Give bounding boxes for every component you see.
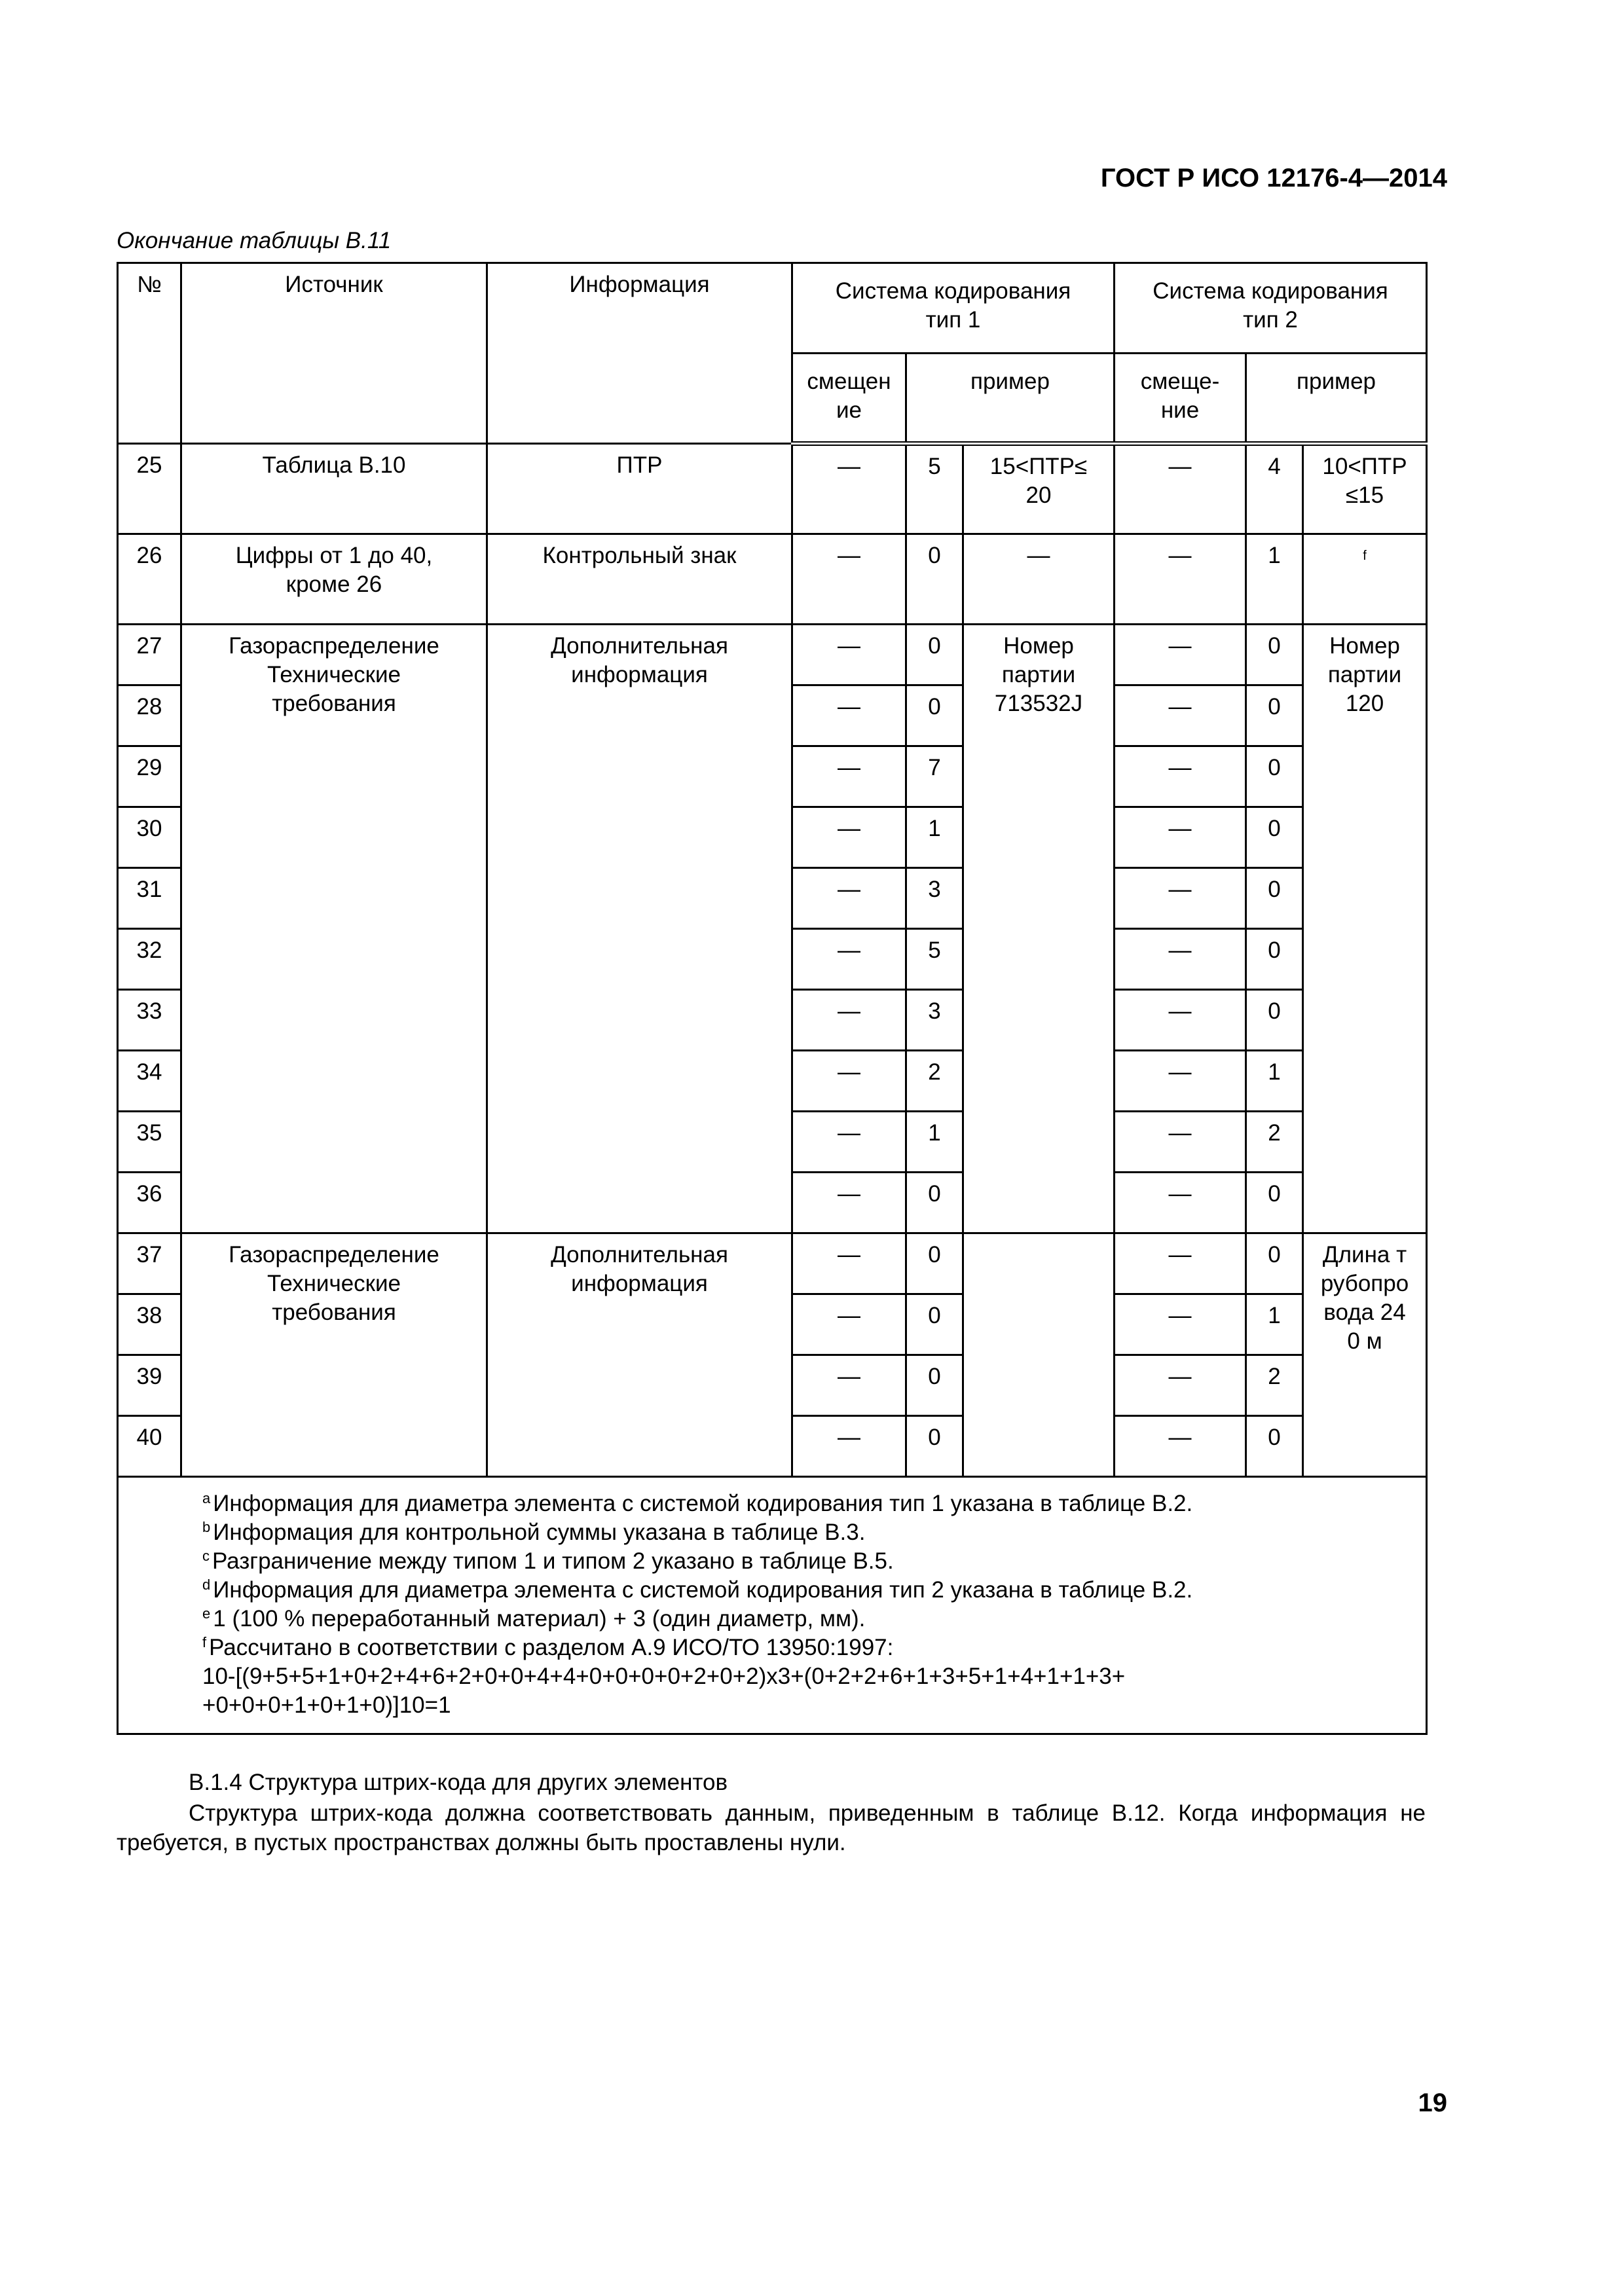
cell-value1: 3: [906, 868, 963, 929]
cell-value1: 0: [906, 534, 963, 625]
cell-info: Контрольный знак: [487, 534, 792, 625]
footnote-text: Информация для диаметра элемента с системой кодирования тип 1 указана в таблице В.2.: [213, 1491, 1193, 1516]
cell-no: 34: [118, 1051, 181, 1112]
cell-shift2: —: [1115, 929, 1246, 990]
cell-shift2: —: [1115, 1233, 1246, 1294]
cell-info: Дополнительная информация: [487, 625, 792, 1233]
header-shift1: смещение: [792, 354, 906, 444]
cell-no: 28: [118, 685, 181, 746]
notes-row: [118, 1477, 1427, 1734]
cell-value2: 0: [1246, 1173, 1303, 1233]
header-system1: Система кодирования тип 1: [792, 263, 1115, 354]
cell-shift1: —: [792, 1233, 906, 1294]
cell-no: 25: [118, 444, 181, 534]
cell-shift2: —: [1115, 1112, 1246, 1173]
cell-example1-empty: [963, 1233, 1115, 1477]
cell-value1: 0: [906, 1173, 963, 1233]
formula-line: +0+0+0+1+0+1+0)]10=1: [202, 1692, 451, 1718]
header-shift2: смеще-ние: [1115, 354, 1246, 444]
section-paragraph: Структура штрих-кода должна соответствовать данным, приведенным в таблице В.12. Когда информация не требуется, в пустых пространствах должны быть проставлены нули.: [117, 1800, 1426, 1855]
cell-value1: 5: [906, 444, 963, 534]
footnote-mark: f: [202, 1634, 207, 1650]
cell-info: ПТР: [487, 444, 792, 534]
cell-shift2: —: [1115, 807, 1246, 868]
footnote-mark: c: [202, 1548, 210, 1564]
cell-example2: [1303, 534, 1427, 625]
table-notes: [118, 1477, 1427, 1734]
cell-source: Газораспределение Технические требования: [181, 1233, 487, 1477]
cell-shift2: —: [1115, 625, 1246, 685]
cell-value2: 0: [1246, 1416, 1303, 1477]
footnote-mark: e: [202, 1605, 211, 1622]
cell-shift1: —: [792, 1294, 906, 1355]
cell-value1: 0: [906, 625, 963, 685]
cell-source: Газораспределение Технические требования: [181, 625, 487, 1233]
cell-no: 32: [118, 929, 181, 990]
cell-no: 39: [118, 1355, 181, 1416]
footnote-mark: a: [202, 1490, 211, 1506]
header-source: Источник: [181, 263, 487, 444]
table-row: [118, 625, 1427, 685]
cell-shift1: —: [792, 807, 906, 868]
footnote-text: Информация для контрольной суммы указана в таблице В.3.: [213, 1520, 866, 1545]
cell-shift2: —: [1115, 990, 1246, 1051]
cell-value2: 1: [1246, 1051, 1303, 1112]
cell-source: Цифры от 1 до 40, кроме 26: [181, 534, 487, 625]
cell-shift2: —: [1115, 746, 1246, 807]
cell-shift2: —: [1115, 1173, 1246, 1233]
cell-shift2: —: [1115, 1416, 1246, 1477]
header-no: №: [118, 263, 181, 444]
cell-shift1: —: [792, 868, 906, 929]
cell-value2: 0: [1246, 1233, 1303, 1294]
cell-value2: 0: [1246, 929, 1303, 990]
standard-header: ГОСТ Р ИСО 12176-4—2014: [1100, 164, 1447, 192]
cell-value2: 2: [1246, 1112, 1303, 1173]
cell-no: 37: [118, 1233, 181, 1294]
cell-example1: Номер партии 713532J: [963, 625, 1115, 1233]
header-example1: пример: [906, 354, 1115, 444]
footnote-ref: f: [1363, 549, 1367, 563]
section-heading: В.1.4 Структура штрих-кода для других элементов: [189, 1770, 728, 1795]
cell-value2: 0: [1246, 990, 1303, 1051]
cell-no: 30: [118, 807, 181, 868]
table-row: [118, 1233, 1427, 1294]
formula-line: 10-[(9+5+5+1+0+2+4+6+2+0+0+4+4+0+0+0+0+2+0+2)x3+(0+2+2+6+1+3+5+1+4+1+1+3+: [202, 1664, 1126, 1689]
table-row: [118, 534, 1427, 625]
cell-shift2: —: [1115, 685, 1246, 746]
cell-example2: Длина трубопровода 240 м: [1303, 1233, 1427, 1477]
cell-value2: 4: [1246, 444, 1303, 534]
cell-value1: 7: [906, 746, 963, 807]
footnote: [202, 1576, 1426, 1605]
footnote: [202, 1518, 1426, 1547]
footnote: [202, 1633, 1426, 1662]
cell-shift1: —: [792, 534, 906, 625]
header-row-1: [118, 263, 1427, 354]
cell-no: 31: [118, 868, 181, 929]
cell-shift1: —: [792, 990, 906, 1051]
cell-shift1: —: [792, 1416, 906, 1477]
footnote-text: Разграничение между типом 1 и типом 2 указано в таблице В.5.: [212, 1548, 894, 1574]
header-info: Информация: [487, 263, 792, 444]
footnote-mark: d: [202, 1576, 211, 1593]
cell-value2: 0: [1246, 807, 1303, 868]
cell-value2: 0: [1246, 625, 1303, 685]
cell-shift1: —: [792, 1173, 906, 1233]
cell-example1: —: [963, 534, 1115, 625]
footnote-text: Информация для диаметра элемента с системой кодирования тип 2 указана в таблице В.2.: [213, 1577, 1193, 1603]
cell-value1: 5: [906, 929, 963, 990]
footnote: [202, 1547, 1426, 1576]
cell-value1: 0: [906, 1416, 963, 1477]
cell-value2: 0: [1246, 746, 1303, 807]
cell-shift1: —: [792, 929, 906, 990]
cell-shift1: —: [792, 685, 906, 746]
table-row: [118, 444, 1427, 534]
header-system2: Система кодирования тип 2: [1115, 263, 1427, 354]
cell-shift2: —: [1115, 868, 1246, 929]
cell-value2: 1: [1246, 534, 1303, 625]
footnote-text: 1 (100 % переработанный материал) + 3 (один диаметр, мм).: [213, 1606, 866, 1631]
cell-shift2: —: [1115, 534, 1246, 625]
data-table: [117, 262, 1428, 1735]
cell-value1: 2: [906, 1051, 963, 1112]
cell-shift1: —: [792, 1355, 906, 1416]
cell-shift1: —: [792, 444, 906, 534]
cell-no: 40: [118, 1416, 181, 1477]
footnote-mark: b: [202, 1519, 211, 1535]
cell-shift1: —: [792, 746, 906, 807]
cell-no: 33: [118, 990, 181, 1051]
table-caption: Окончание таблицы В.11: [117, 228, 392, 253]
header-example2: пример: [1246, 354, 1427, 444]
cell-value1: 1: [906, 1112, 963, 1173]
cell-shift2: —: [1115, 1051, 1246, 1112]
cell-shift1: —: [792, 1112, 906, 1173]
cell-value1: 3: [906, 990, 963, 1051]
cell-shift1: —: [792, 625, 906, 685]
cell-no: 26: [118, 534, 181, 625]
cell-value1: 1: [906, 807, 963, 868]
cell-no: 36: [118, 1173, 181, 1233]
footnote: [202, 1489, 1426, 1518]
cell-value2: 1: [1246, 1294, 1303, 1355]
cell-value1: 0: [906, 1355, 963, 1416]
footnote: [202, 1605, 1426, 1633]
footnote-text: Рассчитано в соответствии с разделом А.9 ИСО/ТО 13950:1997:: [209, 1635, 894, 1660]
cell-no: 27: [118, 625, 181, 685]
page-number: 19: [1418, 2088, 1447, 2117]
cell-value1: 0: [906, 1233, 963, 1294]
cell-no: 29: [118, 746, 181, 807]
cell-source: Таблица В.10: [181, 444, 487, 534]
cell-no: 38: [118, 1294, 181, 1355]
cell-shift2: —: [1115, 444, 1246, 534]
cell-shift1: —: [792, 1051, 906, 1112]
cell-shift2: —: [1115, 1355, 1246, 1416]
cell-value2: 0: [1246, 685, 1303, 746]
cell-value2: 0: [1246, 868, 1303, 929]
cell-shift2: —: [1115, 1294, 1246, 1355]
cell-example1: 15<ПТР≤ 20: [963, 444, 1115, 534]
cell-info: Дополнительная информация: [487, 1233, 792, 1477]
cell-no: 35: [118, 1112, 181, 1173]
cell-value2: 2: [1246, 1355, 1303, 1416]
cell-example2: 10<ПТР ≤15: [1303, 444, 1427, 534]
cell-example2: Номер партии 120: [1303, 625, 1427, 1233]
cell-value1: 0: [906, 1294, 963, 1355]
cell-value1: 0: [906, 685, 963, 746]
